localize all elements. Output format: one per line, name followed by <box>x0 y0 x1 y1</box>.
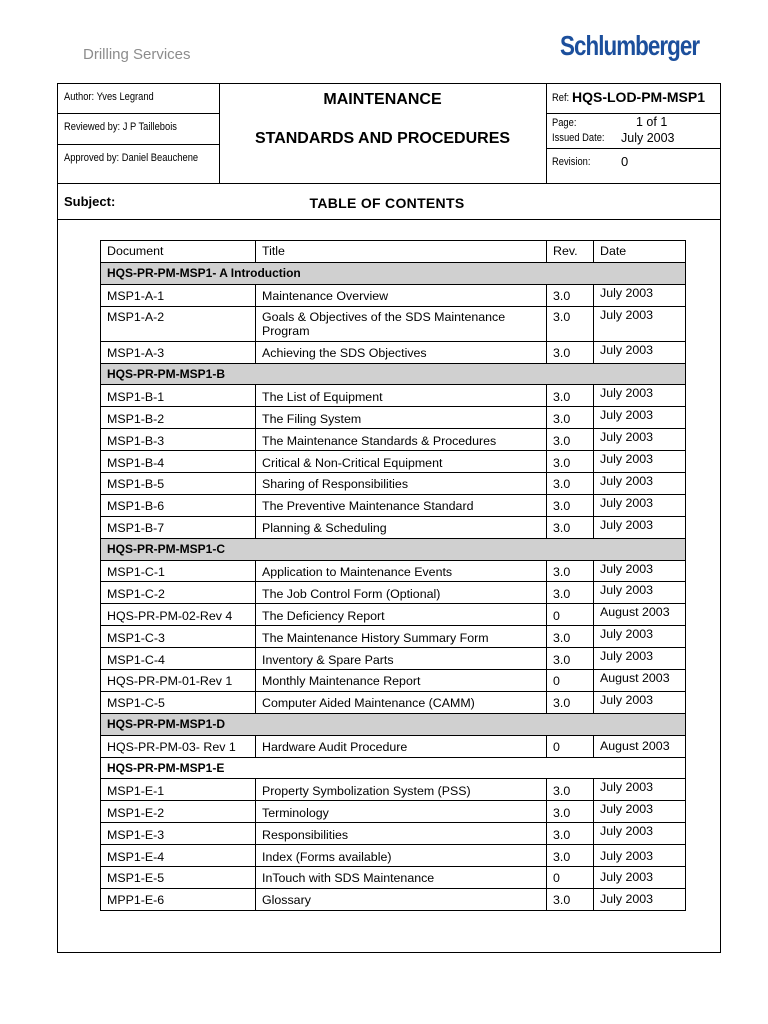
divider <box>546 148 721 149</box>
document-cell: MSP1-C-1 <box>101 560 256 582</box>
toc-row <box>101 626 686 648</box>
toc-row <box>101 691 686 713</box>
page-value: 1 of 1 <box>636 115 668 129</box>
column-header-document: Document <box>101 241 256 263</box>
revision-label: Revision: <box>552 156 591 168</box>
page-label: Page: <box>552 117 577 129</box>
toc-row <box>101 407 686 429</box>
rev-cell: 0 <box>547 867 594 889</box>
section-heading: HQS-PR-PM-MSP1-C <box>101 538 686 560</box>
rev-cell: 3.0 <box>547 284 594 306</box>
document-cell: MSP1-E-1 <box>101 779 256 801</box>
title-cell: Planning & Scheduling <box>256 516 547 538</box>
title-cell: The Preventive Maintenance Standard <box>256 494 547 516</box>
toc-section-row <box>101 363 686 385</box>
title-cell: The Maintenance Standards & Procedures <box>256 429 547 451</box>
document-cell: MSP1-B-7 <box>101 516 256 538</box>
date-cell: July 2003 <box>594 648 686 670</box>
company-logo: Schlumberger <box>560 30 700 61</box>
document-cell: MSP1-E-2 <box>101 801 256 823</box>
document-cell: MSP1-E-5 <box>101 867 256 889</box>
date-cell: July 2003 <box>594 451 686 473</box>
toc-row <box>101 670 686 692</box>
toc-row <box>101 867 686 889</box>
document-title-line1: MAINTENANCE <box>323 91 442 108</box>
issued-date-label: Issued Date: <box>552 132 605 144</box>
toc-row <box>101 429 686 451</box>
title-cell: Monthly Maintenance Report <box>256 670 547 692</box>
rev-cell: 3.0 <box>547 341 594 363</box>
toc-row <box>101 604 686 626</box>
rev-cell: 3.0 <box>547 626 594 648</box>
date-cell: July 2003 <box>594 888 686 910</box>
toc-row <box>101 582 686 604</box>
divider <box>57 219 721 220</box>
toc-row <box>101 306 686 341</box>
rev-cell: 0 <box>547 670 594 692</box>
date-cell: July 2003 <box>594 845 686 867</box>
toc-row <box>101 845 686 867</box>
toc-row <box>101 494 686 516</box>
divider <box>546 113 721 114</box>
date-cell: July 2003 <box>594 306 686 341</box>
document-cell: MSP1-B-3 <box>101 429 256 451</box>
section-heading: HQS-PR-PM-MSP1-D <box>101 713 686 735</box>
toc-row <box>101 385 686 407</box>
title-cell: The Job Control Form (Optional) <box>256 582 547 604</box>
divider <box>57 144 219 145</box>
document-cell: HQS-PR-PM-03- Rev 1 <box>101 735 256 757</box>
rev-cell: 3.0 <box>547 451 594 473</box>
document-cell: MSP1-E-3 <box>101 823 256 845</box>
date-cell: July 2003 <box>594 473 686 495</box>
column-header-rev: Rev. <box>547 241 594 263</box>
rev-cell: 3.0 <box>547 582 594 604</box>
section-heading: HQS-PR-PM-MSP1- A Introduction <box>101 262 686 284</box>
title-cell: The Deficiency Report <box>256 604 547 626</box>
title-cell: Property Symbolization System (PSS) <box>256 779 547 801</box>
document-cell: MSP1-B-4 <box>101 451 256 473</box>
date-cell: July 2003 <box>594 385 686 407</box>
section-heading: HQS-PR-PM-MSP1-E <box>101 757 686 779</box>
document-cell: MSP1-A-2 <box>101 306 256 341</box>
date-cell: July 2003 <box>594 626 686 648</box>
date-cell: July 2003 <box>594 779 686 801</box>
date-cell: July 2003 <box>594 516 686 538</box>
date-cell: August 2003 <box>594 735 686 757</box>
toc-row <box>101 560 686 582</box>
title-cell: Sharing of Responsibilities <box>256 473 547 495</box>
title-cell: Computer Aided Maintenance (CAMM) <box>256 691 547 713</box>
toc-row <box>101 451 686 473</box>
reviewed-by: Reviewed by: J P Taillebois <box>64 121 177 133</box>
date-cell: July 2003 <box>594 284 686 306</box>
toc-row <box>101 888 686 910</box>
rev-cell: 3.0 <box>547 407 594 429</box>
divider <box>546 83 547 184</box>
rev-cell: 3.0 <box>547 473 594 495</box>
toc-section-row <box>101 262 686 284</box>
date-cell: July 2003 <box>594 494 686 516</box>
date-cell: July 2003 <box>594 823 686 845</box>
title-cell: Goals & Objectives of the SDS Maintenance Program <box>256 306 547 341</box>
document-cell: MSP1-B-2 <box>101 407 256 429</box>
date-cell: July 2003 <box>594 407 686 429</box>
toc-header-row <box>101 241 686 263</box>
divider <box>57 183 721 184</box>
column-header-date: Date <box>594 241 686 263</box>
document-cell: MSP1-C-2 <box>101 582 256 604</box>
toc-row <box>101 341 686 363</box>
document-cell: MSP1-C-5 <box>101 691 256 713</box>
title-cell: Terminology <box>256 801 547 823</box>
date-cell: July 2003 <box>594 560 686 582</box>
document-cell: MSP1-A-3 <box>101 341 256 363</box>
rev-cell: 3.0 <box>547 494 594 516</box>
document-cell: HQS-PR-PM-01-Rev 1 <box>101 670 256 692</box>
toc-row <box>101 823 686 845</box>
toc-row <box>101 648 686 670</box>
title-cell: Index (Forms available) <box>256 845 547 867</box>
title-cell: Critical & Non-Critical Equipment <box>256 451 547 473</box>
rev-cell: 3.0 <box>547 560 594 582</box>
document-cell: MSP1-C-3 <box>101 626 256 648</box>
issued-date-value: July 2003 <box>621 131 675 145</box>
column-header-title: Title <box>256 241 547 263</box>
rev-cell: 3.0 <box>547 385 594 407</box>
toc-table <box>100 240 686 911</box>
title-cell: Hardware Audit Procedure <box>256 735 547 757</box>
divider <box>57 113 219 114</box>
ref-value: HQS-LOD-PM-MSP1 <box>572 89 705 105</box>
title-cell: The Maintenance History Summary Form <box>256 626 547 648</box>
toc-section-row <box>101 757 686 779</box>
document-cell: MSP1-B-5 <box>101 473 256 495</box>
toc-row <box>101 516 686 538</box>
document-cell: MSP1-E-4 <box>101 845 256 867</box>
rev-cell: 3.0 <box>547 801 594 823</box>
toc-row <box>101 473 686 495</box>
date-cell: July 2003 <box>594 801 686 823</box>
title-cell: Application to Maintenance Events <box>256 560 547 582</box>
author: Author: Yves Legrand <box>64 91 154 103</box>
title-cell: Responsibilities <box>256 823 547 845</box>
title-cell: The Filing System <box>256 407 547 429</box>
title-cell: Achieving the SDS Objectives <box>256 341 547 363</box>
rev-cell: 3.0 <box>547 823 594 845</box>
subject-value: TABLE OF CONTENTS <box>309 195 465 211</box>
title-cell: The List of Equipment <box>256 385 547 407</box>
date-cell: August 2003 <box>594 604 686 626</box>
subject-label: Subject: <box>64 194 116 209</box>
rev-cell: 3.0 <box>547 888 594 910</box>
title-cell: Maintenance Overview <box>256 284 547 306</box>
ref-label: Ref: <box>552 92 570 104</box>
date-cell: July 2003 <box>594 429 686 451</box>
date-cell: July 2003 <box>594 582 686 604</box>
date-cell: July 2003 <box>594 691 686 713</box>
toc-section-row <box>101 713 686 735</box>
date-cell: July 2003 <box>594 867 686 889</box>
rev-cell: 3.0 <box>547 845 594 867</box>
toc-section-row <box>101 538 686 560</box>
date-cell: August 2003 <box>594 670 686 692</box>
rev-cell: 0 <box>547 604 594 626</box>
division-name: Drilling Services <box>83 46 191 63</box>
revision-value: 0 <box>621 154 629 169</box>
toc-row <box>101 779 686 801</box>
document-cell: MSP1-A-1 <box>101 284 256 306</box>
rev-cell: 0 <box>547 735 594 757</box>
title-cell: Inventory & Spare Parts <box>256 648 547 670</box>
date-cell: July 2003 <box>594 341 686 363</box>
title-cell: InTouch with SDS Maintenance <box>256 867 547 889</box>
document-cell: MSP1-B-1 <box>101 385 256 407</box>
document-cell: MSP1-B-6 <box>101 494 256 516</box>
rev-cell: 3.0 <box>547 779 594 801</box>
rev-cell: 3.0 <box>547 691 594 713</box>
toc-row <box>101 284 686 306</box>
toc-row <box>101 735 686 757</box>
rev-cell: 3.0 <box>547 648 594 670</box>
document-cell: MSP1-C-4 <box>101 648 256 670</box>
rev-cell: 3.0 <box>547 306 594 341</box>
rev-cell: 3.0 <box>547 516 594 538</box>
rev-cell: 3.0 <box>547 429 594 451</box>
document-cell: MPP1-E-6 <box>101 888 256 910</box>
document-title-line2: STANDARDS AND PROCEDURES <box>254 130 511 147</box>
section-heading: HQS-PR-PM-MSP1-B <box>101 363 686 385</box>
toc-row <box>101 801 686 823</box>
approved-by: Approved by: Daniel Beauchene <box>64 152 199 164</box>
document-cell: HQS-PR-PM-02-Rev 4 <box>101 604 256 626</box>
title-cell: Glossary <box>256 888 547 910</box>
